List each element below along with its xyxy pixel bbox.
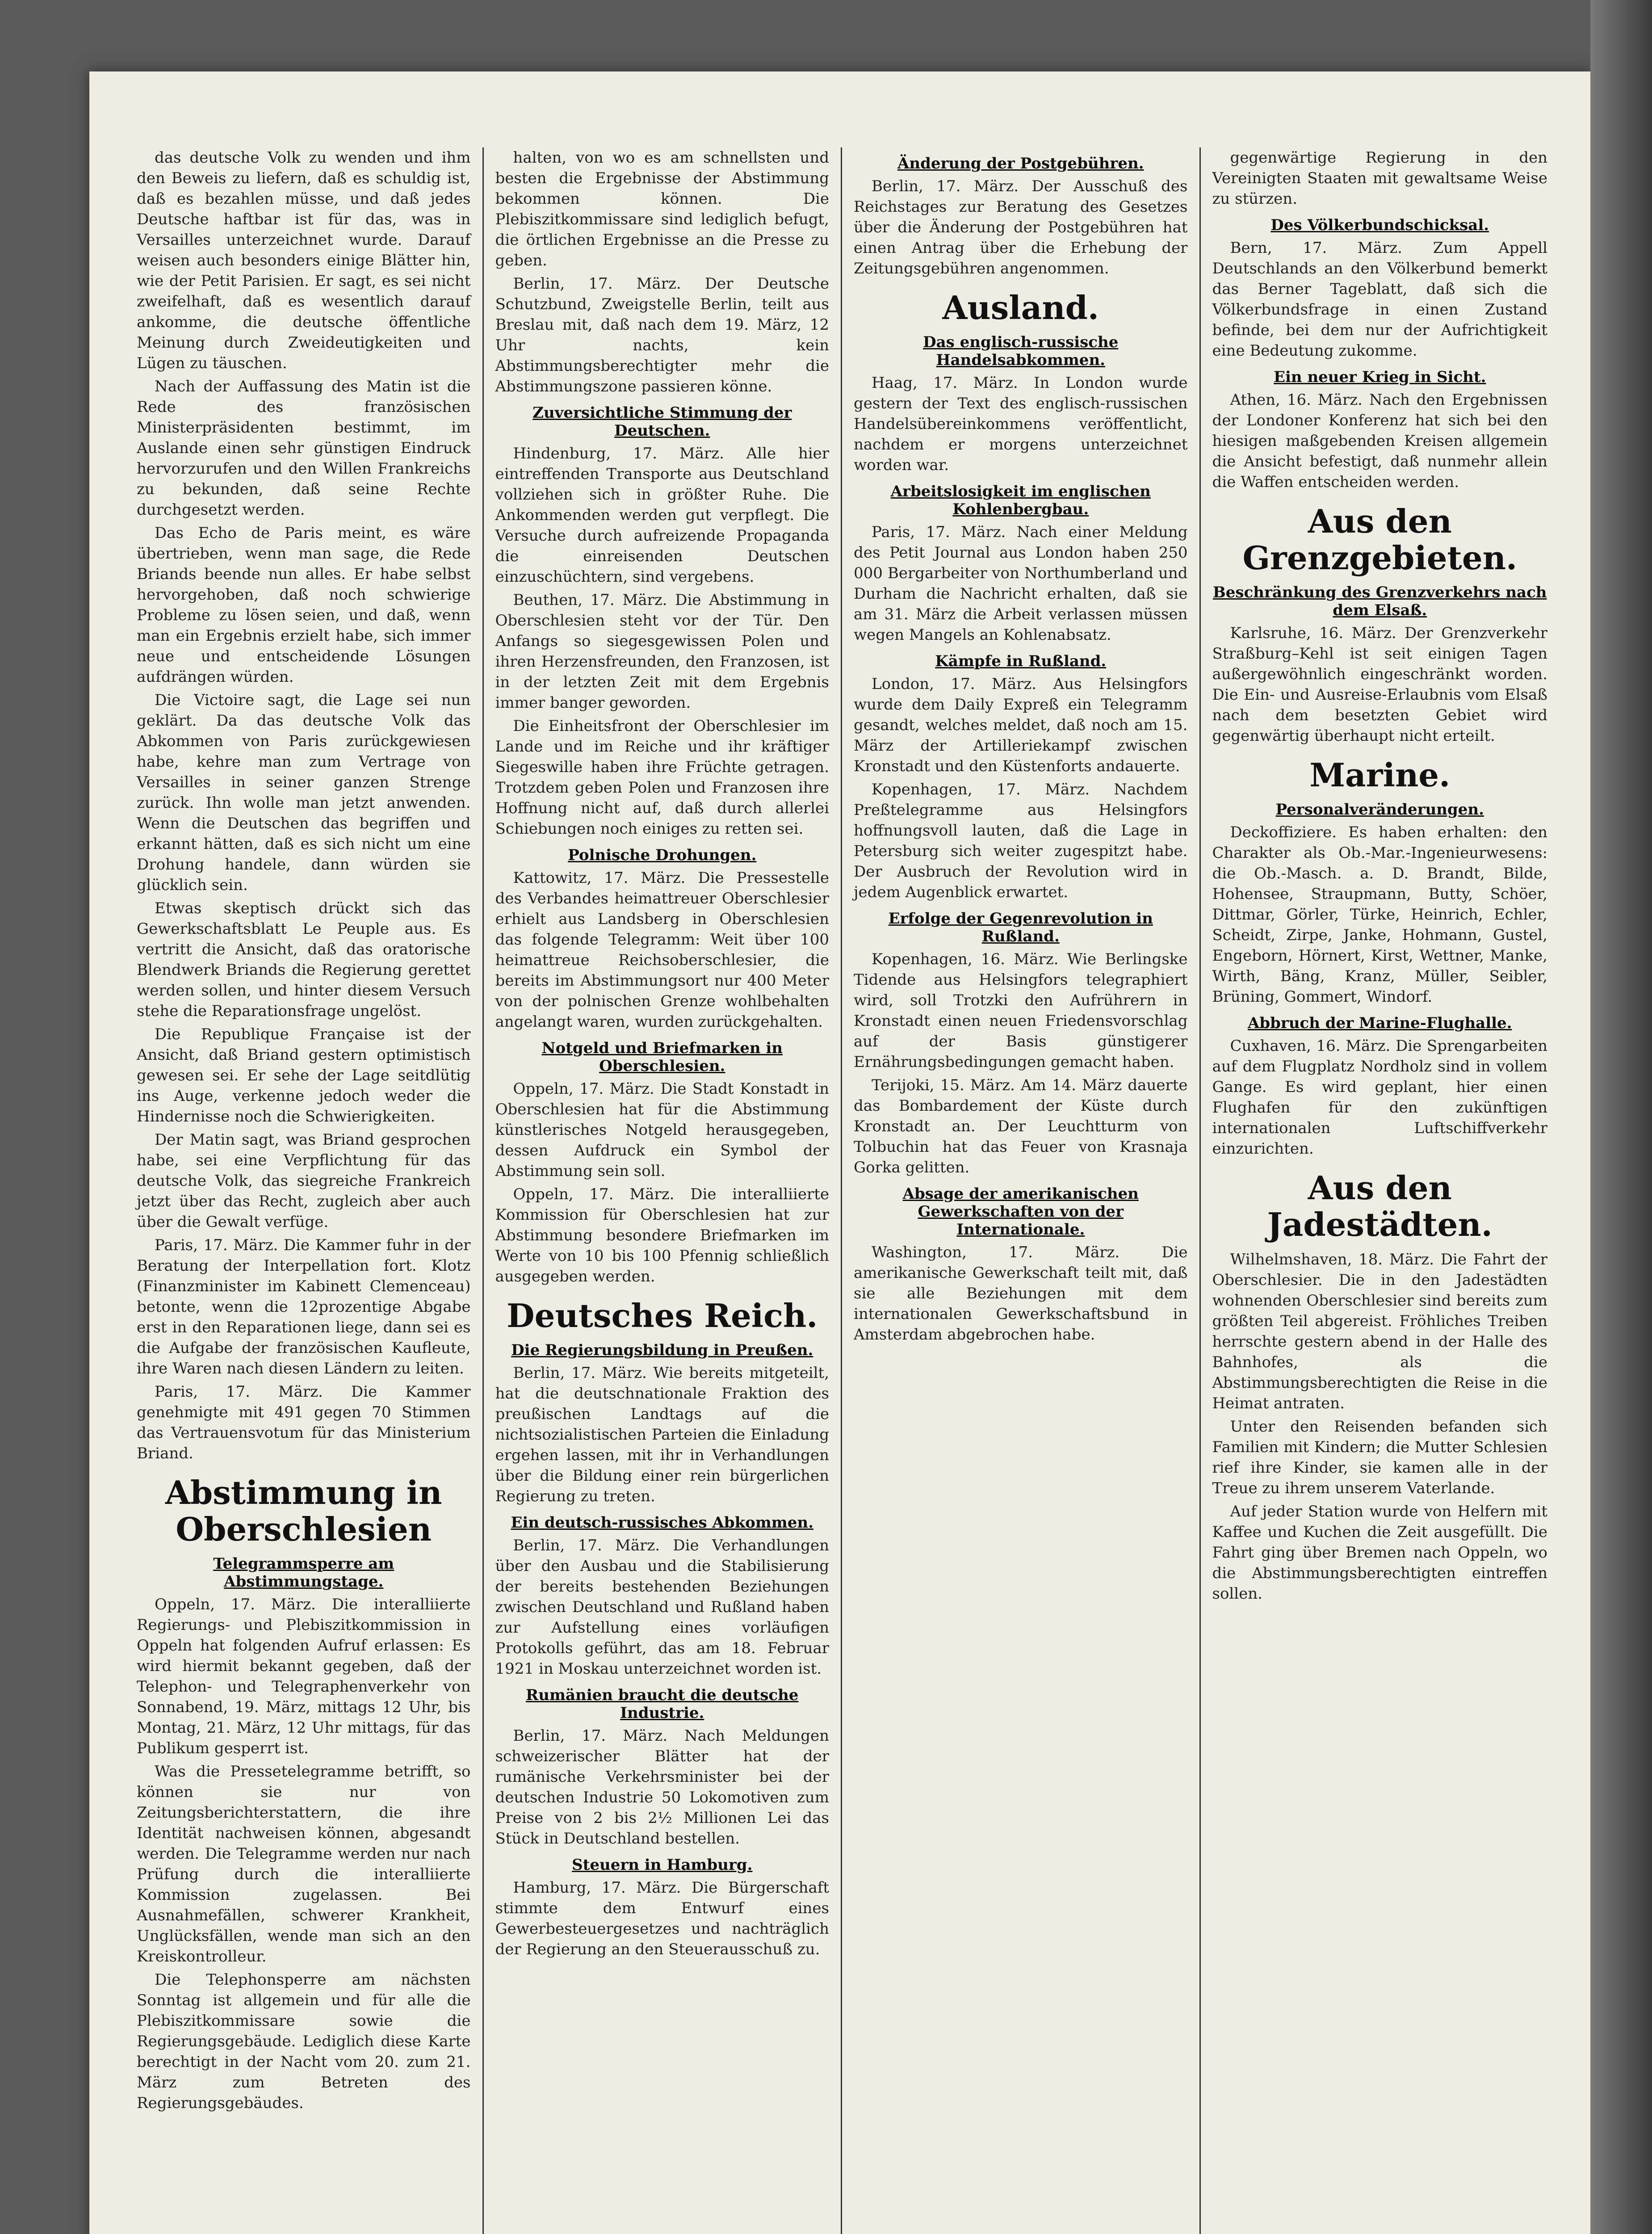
article-paragraph: London, 17. März. Aus Helsingfors wurde dem Daily Expreß ein Telegramm gesandt, welches meldet, daß noch am 15. März der Artilleriekampf zwischen Kronstadt und den Küstenforts andauerte. [854, 675, 1188, 775]
article-paragraph: Das Echo de Paris meint, es wäre übertrieben, wenn man sage, die Rede Briands beende nun alles. Er habe selbst hervorgehoben, daß noch schwierige Probleme zu lösen seien, und daß, wenn man ein Ergebnis erzielt habe, sich immer neue und entscheidende Lösungen aufdrängen würden. [137, 524, 471, 686]
article-paragraph: Cuxhaven, 16. März. Die Sprengarbeiten auf dem Flugplatz Nordholz sind in vollem Gange. Es wird geplant, hier einen Flughafen für den zukünftigen internationalen Luftschiffverkehr einzurichten. [1212, 1037, 1547, 1158]
article-paragraph: Nach der Auffassung des Matin ist die Rede des französischen Ministerpräsidenten bestimmt, im Auslande einen sehr günstigen Eindruck hervorzurufen und den Willen Frankreichs zu bekunden, daß seine Rechte durchgesetzt werden. [137, 378, 471, 519]
article-paragraph: Kopenhagen, 17. März. Nachdem Preßtelegramme aus Helsingfors hoffnungsvoll lauten, daß die Lage in Petersburg sich weiter zugespitzt habe. Der Ausbruch der Revolution wird in jedem Augenblick erwartet. [854, 781, 1188, 901]
article-paragraph: Unter den Reisenden befanden sich Familien mit Kindern; die Mutter Schlesien rief ihre Kinder, sie kamen alle in der Treue zu ihrem unserem Vaterlande. [1212, 1418, 1547, 1497]
article-headline: Personalveränderungen. [1275, 801, 1484, 819]
article-paragraph: Die Republique Française ist der Ansicht, daß Briand gestern optimistisch gewesen sei. Er sehe der Lage seitdlütig ins Auge, verkenne jedoch weder die Hindernisse noch die Schwierigkeiten. [137, 1025, 471, 1125]
article-paragraph: Berlin, 17. März. Der Deutsche Schutzbund, Zweigstelle Berlin, teilt aus Breslau mit, daß nach dem 19. März, 12 Uhr nachts, kein Abstimmungsberechtigter mehr die Abstimmungszone passieren könne. [495, 275, 829, 395]
article-headline: Absage der amerikanischen Gewerkschaften von der Internationale. [902, 1185, 1139, 1239]
article-headline: Kämpfe in Rußland. [935, 652, 1107, 670]
column-container [125, 147, 1559, 2234]
article-paragraph: Bern, 17. März. Zum Appell Deutschlands an den Völkerbund bemerkt das Berner Tageblatt, daß sich die Völkerbundsfrage in einen Zustand befinde, bei dem nur der Aufrichtigkeit eine Bedeutung zukomme. [1212, 239, 1547, 360]
article-paragraph: Washington, 17. März. Die amerikanische Gewerkschaft teilt mit, daß sie alle Beziehungen mit dem internationalen Gewerkschaftsbund in Amsterdam abgebrochen habe. [854, 1243, 1188, 1344]
article-paragraph: Was die Pressetelegramme betrifft, so können sie nur von Zeitungsberichterstattern, die ihre Identität nachweisen können, abgesandt werden. Die Telegramme werden nur nach Prüfung durch die interalliierte Kommission zugelassen. Bei Ausnahmefällen, schwerer Krankheit, Unglücksfällen, wende man sich an den Kreiskontrolleur. [137, 1763, 471, 1965]
article-headline: Erfolge der Gegenrevolution in Rußland. [888, 910, 1153, 945]
article-paragraph: Kopenhagen, 16. März. Wie Berlingske Tidende aus Helsingfors telegraphiert wird, soll Trotzki den Aufrührern in Kronstadt einen neuen Friedensvorschlag auf der Basis günstigerer Ernährungsbedingungen gemacht haben. [854, 950, 1188, 1071]
article-headline: Beschränkung des Grenzverkehrs nach dem Elsaß. [1213, 584, 1547, 619]
article-paragraph: Paris, 17. März. Die Kammer fuhr in der Beratung der Interpellation fort. Klotz (Finanzminister im Kabinett Clemenceau) betonte, wenn die 12prozentige Abgabe erst in den Reparationen liege, dann sei es die Aufgabe der französischen Kaufleute, ihre Waren nach diesen Ländern zu leiten. [137, 1236, 471, 1377]
article-paragraph: Berlin, 17. März. Die Verhandlungen über den Ausbau und die Stabilisierung der bereits bestehenden Beziehungen zwischen Deutschland und Rußland haben zur Aufstellung eines vorläufigen Protokolls geführt, das am 18. Februar 1921 in Moskau unterzeichnet worden ist. [495, 1537, 829, 1678]
article-headline: Arbeitslosigkeit im englischen Kohlenbergbau. [890, 483, 1151, 518]
article-paragraph: Berlin, 17. März. Der Ausschuß des Reichstages zur Beratung des Gesetzes über die Änderung der Postgebühren hat einen Antrag über die Erhebung der Zeitungsgebühren angenommen. [854, 177, 1188, 277]
article-headline: Abbruch der Marine-Flughalle. [1247, 1014, 1512, 1032]
article-headline: Steuern in Hamburg. [572, 1856, 753, 1874]
article-headline: Notgeld und Briefmarken in Oberschlesien. [541, 1039, 783, 1075]
article-paragraph: Die Victoire sagt, die Lage sei nun geklärt. Da das deutsche Volk das Abkommen von Paris zurückgewiesen habe, kehre man zum Vertrage von Versailles in seiner ganzen Strenge zurück. Ihn wolle man jetzt anwenden. Wenn die Deutschen das begriffen und erkannt hätten, daß es sich nicht um eine Drohung handele, dann würden sie glücklich sein. [137, 691, 471, 894]
article-paragraph: Berlin, 17. März. Wie bereits mitgeteilt, hat die deutschnationale Fraktion des preußischen Landtags auf die nichtsozialistischen Parteien die Einladung ergehen lassen, mit ihr in Verhandlungen über die Bildung einer rein bürgerlichen Regierung zu treten. [495, 1364, 829, 1505]
section-heading: Aus den Grenzgebieten. [1242, 502, 1518, 577]
article-paragraph: Oppeln, 17. März. Die Stadt Konstadt in Oberschlesien hat für die Abstimmung künstlerisches Notgeld herausgegeben, dessen Aufdruck ein Symbol der Abstimmung sein soll. [495, 1080, 829, 1180]
article-paragraph: halten, von wo es am schnellsten und besten die Ergebnisse der Abstimmung bekommen können. Die Plebiszitkommissare sind lediglich befugt, die örtlichen Ergebnisse an die Presse zu geben. [495, 149, 829, 269]
article-paragraph: Oppeln, 17. März. Die interalliierte Kommission für Oberschlesien hat zur Abstimmung besondere Briefmarken im Werte von 10 bis 100 Pfennig schließlich ausgegeben werden. [495, 1185, 829, 1285]
article-paragraph: Athen, 16. März. Nach den Ergebnissen der Londoner Konferenz hat sich bei den hiesigen maßgebenden Kreisen allgemein die Ansicht befestigt, daß nunmehr allein die Waffen entscheiden werden. [1212, 391, 1547, 491]
article-paragraph: Paris, 17. März. Die Kammer genehmigte mit 491 gegen 70 Stimmen das Vertrauensvotum für das Ministerium Briand. [137, 1383, 471, 1462]
article-paragraph: Hindenburg, 17. März. Alle hier eintreffenden Transporte aus Deutschland vollziehen sich in größter Ruhe. Die Ankommenden werden gut verpflegt. Die Versuche durch aufreizende Propaganda die einreisenden Deutschen einzuschüchtern, sind vergebens. [495, 445, 829, 586]
article-paragraph: Die Einheitsfront der Oberschlesier im Lande und im Reiche und ihr kräftiger Siegeswille haben ihre Früchte getragen. Trotzdem geben Polen und Franzosen ihre Hoffnung nicht auf, daß durch allerlei Schiebungen noch einiges zu retten sei. [495, 717, 829, 838]
article-paragraph: Auf jeder Station wurde von Helfern mit Kaffee und Kuchen die Zeit ausgefüllt. Die Fahrt ging über Bremen nach Oppeln, wo die Abstimmungsberechtigten eintreffen sollen. [1212, 1503, 1547, 1603]
article-paragraph: Hamburg, 17. März. Die Bürgerschaft stimmte dem Entwurf eines Gewerbesteuergesetzes und nachträglich der Regierung an den Steuerausschuß zu. [495, 1879, 829, 1958]
section-heading: Ausland. [942, 289, 1099, 327]
column-4 [1201, 147, 1560, 2234]
article-headline: Zuversichtliche Stimmung der Deutschen. [532, 404, 792, 440]
article-headline: Polnische Drohungen. [568, 846, 757, 864]
article-paragraph: gegenwärtige Regierung in den Vereinigten Staaten mit gewaltsame Weise zu stürzen. [1212, 149, 1547, 208]
article-paragraph: Die Telephonsperre am nächsten Sonntag ist allgemein und für alle die Plebiszitkommissare sowie die Regierungsgebäude. Lediglich diese Karte berechtigt in der Nacht vom 20. zum 21. März zum Betreten des Regierungsgebäudes. [137, 1971, 471, 2112]
article-paragraph: Beuthen, 17. März. Die Abstimmung in Oberschlesien steht vor der Tür. Den Anfangs so siegesgewissen Polen und ihren Herzensfreunden, den Franzosen, ist in der letzten Zeit mit dem Ergebnis immer banger geworden. [495, 591, 829, 712]
article-headline: Des Völkerbundschicksal. [1270, 216, 1489, 234]
article-paragraph: das deutsche Volk zu wenden und ihm den Beweis zu liefern, daß es schuldig ist, daß es bezahlen müsse, und daß jedes Deutsche haftbar ist für das, was in Versailles unterzeichnet wurde. Darauf weisen auch besonders einige Blätter hin, wie der Petit Parisien. Er sagt, es sei nicht zweifelhaft, daß es wesentlich darauf ankomme, die deutsche öffentliche Meinung durch Zweideutigkeiten und Lügen zu täuschen. [137, 149, 471, 372]
article-headline: Ein deutsch-russisches Abkommen. [511, 1514, 813, 1532]
newspaper-page [89, 71, 1590, 2234]
article-paragraph: Der Matin sagt, was Briand gesprochen habe, sei eine Verpflichtung für das deutsche Volk, das siegreiche Frankreich jetzt über das Recht, zugleich aber auch über die Gewalt verfüge. [137, 1131, 471, 1231]
article-headline: Änderung der Postgebühren. [897, 155, 1144, 172]
section-heading: Deutsches Reich. [507, 1297, 818, 1335]
article-paragraph: Etwas skeptisch drückt sich das Gewerkschaftsblatt Le Peuple aus. Es vertritt die Ansicht, daß das oratorische Blendwerk Briands die Regierung gerettet werden sollen, und hinter diesem Versuch stehe die Reparationsfrage ungelöst. [137, 899, 471, 1020]
article-paragraph: Karlsruhe, 16. März. Der Grenzverkehr Straßburg–Kehl ist seit einigen Tagen außergewöhnlich eingeschränkt worden. Die Ein- und Ausreise-Erlaubnis vom Elsaß nach dem besetzten Gebiet wird gegenwärtig überhaupt nicht erteilt. [1212, 624, 1547, 745]
article-paragraph: Haag, 17. März. In London wurde gestern der Text des englisch-russischen Handelsübereinkommens veröffentlicht, nachdem er morgens unterzeichnet worden war. [854, 374, 1188, 474]
article-paragraph: Paris, 17. März. Nach einer Meldung des Petit Journal aus London haben 250 000 Bergarbeiter von Northumberland und Durham die Nachricht erhalten, daß sie am 31. März die Arbeit verlassen müssen wegen Mangels an Kohlenabsatz. [854, 523, 1188, 644]
column-3 [842, 147, 1201, 2234]
article-paragraph: Kattowitz, 17. März. Die Pressestelle des Verbandes heimattreuer Oberschlesier erhielt aus Landsberg in Oberschlesien das folgende Telegramm: Weit über 100 heimattreue Reichsoberschlesier, die bereits im Abstimmungsort nur 400 Meter von der polnischen Grenze wohlbehalten angelangt waren, wurden zurückgehalten. [495, 869, 829, 1031]
article-headline: Die Regierungsbildung in Preußen. [511, 1341, 813, 1359]
section-heading: Aus den Jadestädten. [1267, 1169, 1493, 1243]
section-heading: Abstimmung in Oberschlesien [165, 1474, 442, 1548]
article-paragraph: Oppeln, 17. März. Die interalliierte Regierungs- und Plebiszitkommission in Oppeln hat folgenden Aufruf erlassen: Es wird hiermit bekannt gegeben, daß der Telephon- und Telegraphenverkehr von Sonnabend, 19. März, mittags 12 Uhr, bis Montag, 21. März, 12 Uhr mittags, für das Publikum gesperrt ist. [137, 1596, 471, 1757]
scan-edge [1590, 0, 1652, 2234]
article-headline: Das englisch-russische Handelsabkommen. [923, 333, 1119, 369]
article-headline: Rumänien braucht die deutsche Industrie. [526, 1686, 799, 1722]
article-headline: Telegrammsperre am Abstimmungstage. [213, 1555, 394, 1591]
article-paragraph: Terijoki, 15. März. Am 14. März dauerte das Bombardement der Küste durch Kronstadt an. Der Leuchtturm von Tolbuchin hat das Feuer von Krasnaja Gorka gelitten. [854, 1076, 1188, 1176]
column-1 [125, 147, 484, 2234]
section-heading: Marine. [1309, 756, 1451, 794]
article-paragraph: Berlin, 17. März. Nach Meldungen schweizerischer Blätter hat der rumänische Verkehrsminister bei der deutschen Industrie 50 Lokomotiven zum Preise von 2 bis 2½ Millionen Lei das Stück in Deutschland bestellen. [495, 1727, 829, 1848]
column-2 [484, 147, 843, 2234]
article-paragraph: Wilhelmshaven, 18. März. Die Fahrt der Oberschlesier. Die in den Jadestädten wohnenden Oberschlesier sind bereits zum größten Teil abgereist. Fröhliches Treiben herrschte gestern abend in der Halle des Bahnhofes, als die Abstimmungsberechtigten die Reise in die Heimat antraten. [1212, 1251, 1547, 1412]
article-headline: Ein neuer Krieg in Sicht. [1274, 368, 1486, 386]
article-paragraph: Deckoffiziere. Es haben erhalten: den Charakter als Ob.-Mar.-Ingenieurwesens: die Ob.-Masch. a. D. Brandt, Bilde, Hohensee, Straupmann, Butty, Schöer, Dittmar, Görler, Türke, Heinrich, Echler, Scheidt, Zirpe, Janke, Hohmann, Gustel, Engeborn, Hörnert, Kirst, Wettner, Manke, Wirth, Bäng, Kranz, Müller, Seibler, Brüning, Gommert, Windorf. [1212, 823, 1547, 1006]
